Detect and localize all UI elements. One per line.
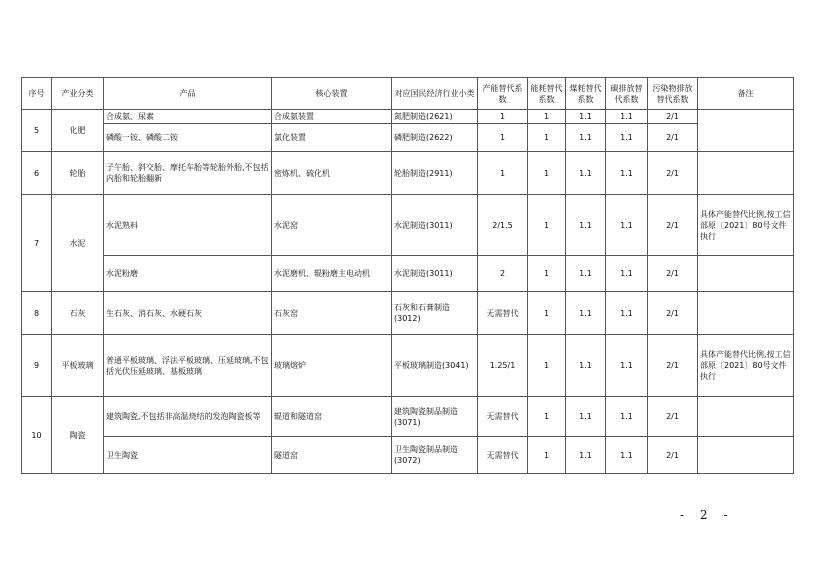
product-cell: 磷酸一铵、磷酸二铵: [104, 124, 272, 152]
product-cell: 建筑陶瓷,不包括非高温烧结的发泡陶瓷板等: [104, 397, 272, 437]
remark-cell: [698, 397, 794, 437]
energy-cell: 1: [528, 397, 566, 437]
table-row: [22, 124, 794, 152]
seq-cell: 5: [22, 110, 52, 152]
sector-cell: 氮肥制造(2621): [392, 110, 478, 124]
carbon-cell: 1.1: [606, 437, 648, 474]
product-cell: 子午胎、斜交胎、摩托车胎等轮胎外胎,不包括内胎和轮胎翻新: [104, 152, 272, 195]
product-cell: 普通平板玻璃、浮法平板玻璃、压延玻璃,不包括光伏压延玻璃、基板玻璃: [104, 335, 272, 397]
seq-cell: 10: [22, 397, 52, 474]
table-row: [22, 292, 794, 335]
header-seq: 序号: [22, 78, 52, 110]
device-cell: 氯化装置: [272, 124, 392, 152]
header-carbon: 碳排放替代系数: [606, 78, 648, 110]
table-row: [22, 335, 794, 397]
remark-cell: 具体产能替代比例,按工信部原〔2021〕80号文件执行: [698, 195, 794, 256]
product-cell: 生石灰、消石灰、水硬石灰: [104, 292, 272, 335]
capacity-cell: 无需替代: [478, 292, 528, 335]
device-cell: 隧道窑: [272, 437, 392, 474]
table-row: [22, 152, 794, 195]
sector-cell: 建筑陶瓷制品制造(3071): [392, 397, 478, 437]
industry-cell: 平板玻璃: [52, 335, 104, 397]
coal-cell: 1.1: [566, 124, 606, 152]
capacity-cell: 1: [478, 110, 528, 124]
industry-cell: 化肥: [52, 110, 104, 152]
remark-cell: [698, 110, 794, 152]
product-cell: 合成氨、尿素: [104, 110, 272, 124]
coal-cell: 1.1: [566, 152, 606, 195]
coal-cell: 1.1: [566, 110, 606, 124]
carbon-cell: 1.1: [606, 256, 648, 292]
sector-cell: 磷肥制造(2622): [392, 124, 478, 152]
energy-cell: 1: [528, 335, 566, 397]
header-remark: 备注: [698, 78, 794, 110]
coal-cell: 1.1: [566, 397, 606, 437]
energy-cell: 1: [528, 110, 566, 124]
capacity-cell: 1: [478, 124, 528, 152]
product-cell: 卫生陶瓷: [104, 437, 272, 474]
capacity-cell: 无需替代: [478, 437, 528, 474]
capacity-cell: 2/1.5: [478, 195, 528, 256]
energy-cell: 1: [528, 256, 566, 292]
header-coal: 煤耗替代系数: [566, 78, 606, 110]
carbon-cell: 1.1: [606, 110, 648, 124]
capacity-cell: 1.25/1: [478, 335, 528, 397]
header-energy: 能耗替代系数: [528, 78, 566, 110]
carbon-cell: 1.1: [606, 152, 648, 195]
industry-cell: 陶瓷: [52, 397, 104, 474]
coal-cell: 1.1: [566, 335, 606, 397]
header-device: 核心装置: [272, 78, 392, 110]
industry-cell: 轮胎: [52, 152, 104, 195]
carbon-cell: 1.1: [606, 292, 648, 335]
pollutant-cell: 2/1: [648, 110, 698, 124]
coal-cell: 1.1: [566, 437, 606, 474]
table-row: [22, 437, 794, 474]
header-pollutant: 污染物排放替代系数: [648, 78, 698, 110]
product-cell: 水泥熟料: [104, 195, 272, 256]
remark-cell: 具体产能替代比例,按工信部原〔2021〕80号文件执行: [698, 335, 794, 397]
device-cell: 玻璃熔炉: [272, 335, 392, 397]
sector-cell: 卫生陶瓷制品制造(3072): [392, 437, 478, 474]
header-product: 产品: [104, 78, 272, 110]
pollutant-cell: 2/1: [648, 124, 698, 152]
capacity-cell: 2: [478, 256, 528, 292]
device-cell: 水泥窑: [272, 195, 392, 256]
header-row: [22, 78, 794, 110]
energy-cell: 1: [528, 437, 566, 474]
seq-cell: 8: [22, 292, 52, 335]
remark-cell: [698, 152, 794, 195]
seq-cell: 9: [22, 335, 52, 397]
remark-cell-empty: [698, 437, 794, 474]
pollutant-cell: 2/1: [648, 292, 698, 335]
product-cell: 水泥粉磨: [104, 256, 272, 292]
pollutant-cell: 2/1: [648, 397, 698, 437]
energy-cell: 1: [528, 195, 566, 256]
coal-cell: 1.1: [566, 292, 606, 335]
seq-cell: 7: [22, 195, 52, 292]
energy-cell: 1: [528, 292, 566, 335]
industry-cell: 石灰: [52, 292, 104, 335]
table-row: [22, 110, 794, 124]
energy-cell: 1: [528, 152, 566, 195]
sector-cell: 石灰和石膏制造(3012): [392, 292, 478, 335]
header-capacity: 产能替代系数: [478, 78, 528, 110]
pollutant-cell: 2/1: [648, 256, 698, 292]
table-row: [22, 195, 794, 256]
pollutant-cell: 2/1: [648, 335, 698, 397]
carbon-cell: 1.1: [606, 335, 648, 397]
sector-cell: 平板玻璃制造(3041): [392, 335, 478, 397]
energy-cell: 1: [528, 124, 566, 152]
capacity-cell: 1: [478, 152, 528, 195]
pollutant-cell: 2/1: [648, 195, 698, 256]
coal-cell: 1.1: [566, 195, 606, 256]
capacity-cell: 无需替代: [478, 397, 528, 437]
device-cell: 石灰窑: [272, 292, 392, 335]
sector-cell: 水泥制造(3011): [392, 195, 478, 256]
carbon-cell: 1.1: [606, 195, 648, 256]
pollutant-cell: 2/1: [648, 152, 698, 195]
industry-cell: 水泥: [52, 195, 104, 292]
carbon-cell: 1.1: [606, 124, 648, 152]
device-cell: 辊道和隧道窑: [272, 397, 392, 437]
table-row: [22, 256, 794, 292]
pollutant-cell: 2/1: [648, 437, 698, 474]
seq-cell: 6: [22, 152, 52, 195]
carbon-cell: 1.1: [606, 397, 648, 437]
substitution-coefficient-table: [21, 77, 794, 474]
header-sector: 对应国民经济行业小类: [392, 78, 478, 110]
device-cell: 水泥磨机、辊粉磨主电动机: [272, 256, 392, 292]
device-cell: 合成氨装置: [272, 110, 392, 124]
coal-cell: 1.1: [566, 256, 606, 292]
sector-cell: 水泥制造(3011): [392, 256, 478, 292]
page-number: - 2 -: [680, 508, 734, 522]
table-row: [22, 397, 794, 437]
remark-cell: [698, 292, 794, 335]
header-industry: 产业分类: [52, 78, 104, 110]
device-cell: 密炼机、硫化机: [272, 152, 392, 195]
remark-cell-empty: [698, 256, 794, 292]
sector-cell: 轮胎制造(2911): [392, 152, 478, 195]
